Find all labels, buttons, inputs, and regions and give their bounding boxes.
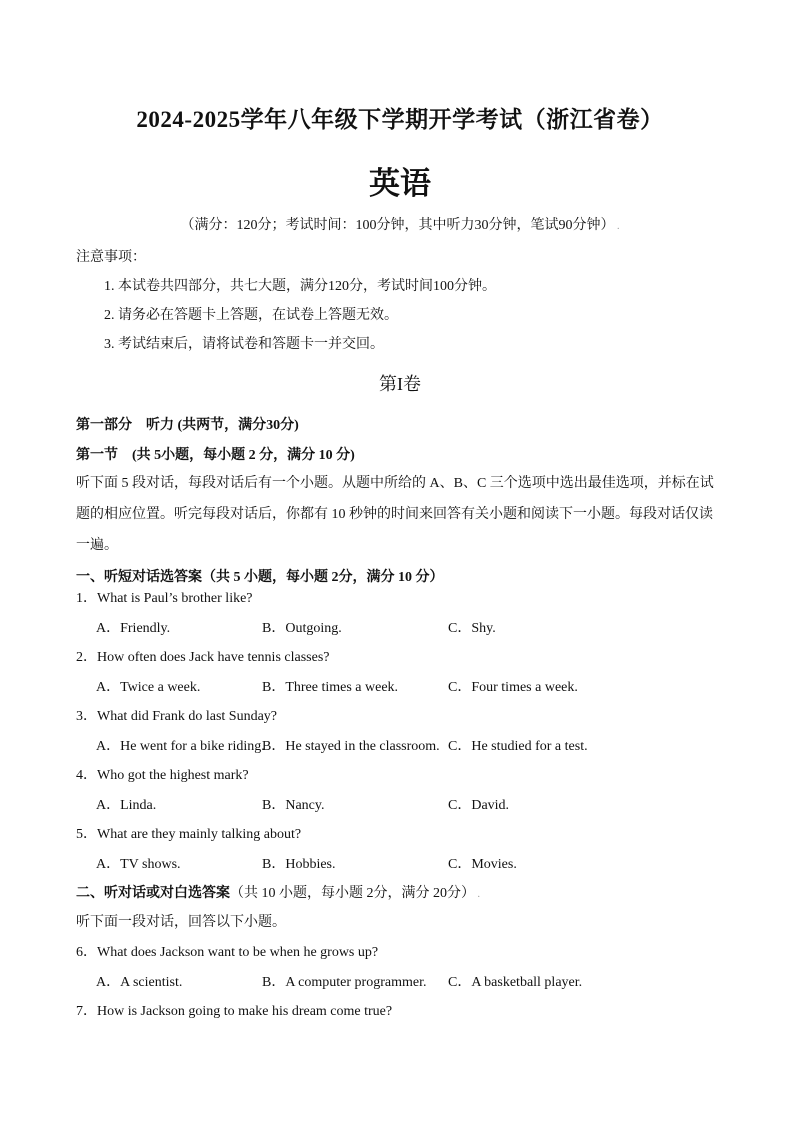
- option-b: B．He stayed in the classroom.: [262, 739, 440, 754]
- paragraph-mark: .: [614, 221, 620, 232]
- notice-heading: 注意事项：: [76, 250, 146, 265]
- option-c: C．Shy.: [448, 621, 496, 636]
- question-stem: 4．Who got the highest mark?: [76, 768, 249, 783]
- question-stem: 6．What does Jackson want to be when he grows up?: [76, 945, 379, 960]
- option-c: C．He studied for a test.: [448, 739, 588, 754]
- option-a: A．He went for a bike riding.: [96, 739, 265, 754]
- option-b: B．A computer programmer.: [262, 975, 427, 990]
- option-a: A．Linda.: [96, 798, 157, 813]
- notice-item: 3. 考试结束后，请将试卷和答题卡一并交回。: [104, 337, 384, 352]
- volume-title: 第I卷: [379, 374, 421, 394]
- option-a: A．Twice a week.: [96, 680, 201, 695]
- notice-item: 1. 本试卷共四部分，共七大题，满分120分，考试时间100分钟。: [104, 279, 496, 294]
- option-c: C．David.: [448, 798, 510, 813]
- sectionB-heading: [76, 882, 480, 902]
- option-c: C．Movies.: [448, 857, 517, 872]
- option-a: A．Friendly.: [96, 621, 171, 636]
- option-b: B．Outgoing.: [262, 621, 342, 636]
- subject-title: 英语: [369, 166, 431, 201]
- exam-title: 2024-2025学年八年级下学期开学考试（浙江省卷）: [136, 107, 664, 132]
- question-stem: 1．What is Paul’s brother like?: [76, 591, 253, 606]
- option-c: C．A basketball player.: [448, 975, 583, 990]
- question-stem: 5．What are they mainly talking about?: [76, 827, 302, 842]
- instructions-paragraph: 听下面 5 段对话，每段对话后有一个小题。从题中所给的 A、B、C 三个选项中选出最佳选项，并标在试题的相应位置。听完每段对话后，你都有 10 秒钟的时间来回答有关小题和阅读下一小题。每段对话仅读一遍。: [76, 476, 714, 553]
- part1-heading: 第一部分 听力 (共两节，满分30分): [76, 418, 299, 433]
- option-a: A．TV shows.: [96, 857, 181, 872]
- notice-item: 2. 请务必在答题卡上答题，在试卷上答题无效。: [104, 308, 398, 323]
- exam-info: [0, 214, 800, 234]
- option-b: B．Hobbies.: [262, 857, 336, 872]
- paragraph-mark: .: [475, 889, 480, 900]
- option-a: A．A scientist.: [96, 975, 183, 990]
- question-stem: 3．What did Frank do last Sunday?: [76, 709, 278, 724]
- option-b: B．Three times a week.: [262, 680, 399, 695]
- sectionB-heading-rest: （共 10 小题，每小题 2分，满分 20分）: [230, 886, 475, 901]
- question-stem: 7．How is Jackson going to make his dream come true?: [76, 1004, 393, 1019]
- sectionB-heading-bold: 二、听对话或对白选答案: [76, 886, 230, 901]
- sectionA-heading: 一、听短对话选答案（共 5 小题，每小题 2分，满分 10 分）: [76, 570, 444, 585]
- question-stem: 2．How often does Jack have tennis classes?: [76, 650, 330, 665]
- option-b: B．Nancy.: [262, 798, 325, 813]
- option-c: C．Four times a week.: [448, 680, 578, 695]
- exam-info-text: （满分：120分；考试时间：100分钟，其中听力30分钟，笔试90分钟）: [180, 218, 615, 233]
- sectionB-intro: 听下面一段对话，回答以下小题。: [76, 915, 286, 930]
- section1-heading: 第一节 (共 5小题，每小题 2 分，满分 10 分): [76, 448, 355, 463]
